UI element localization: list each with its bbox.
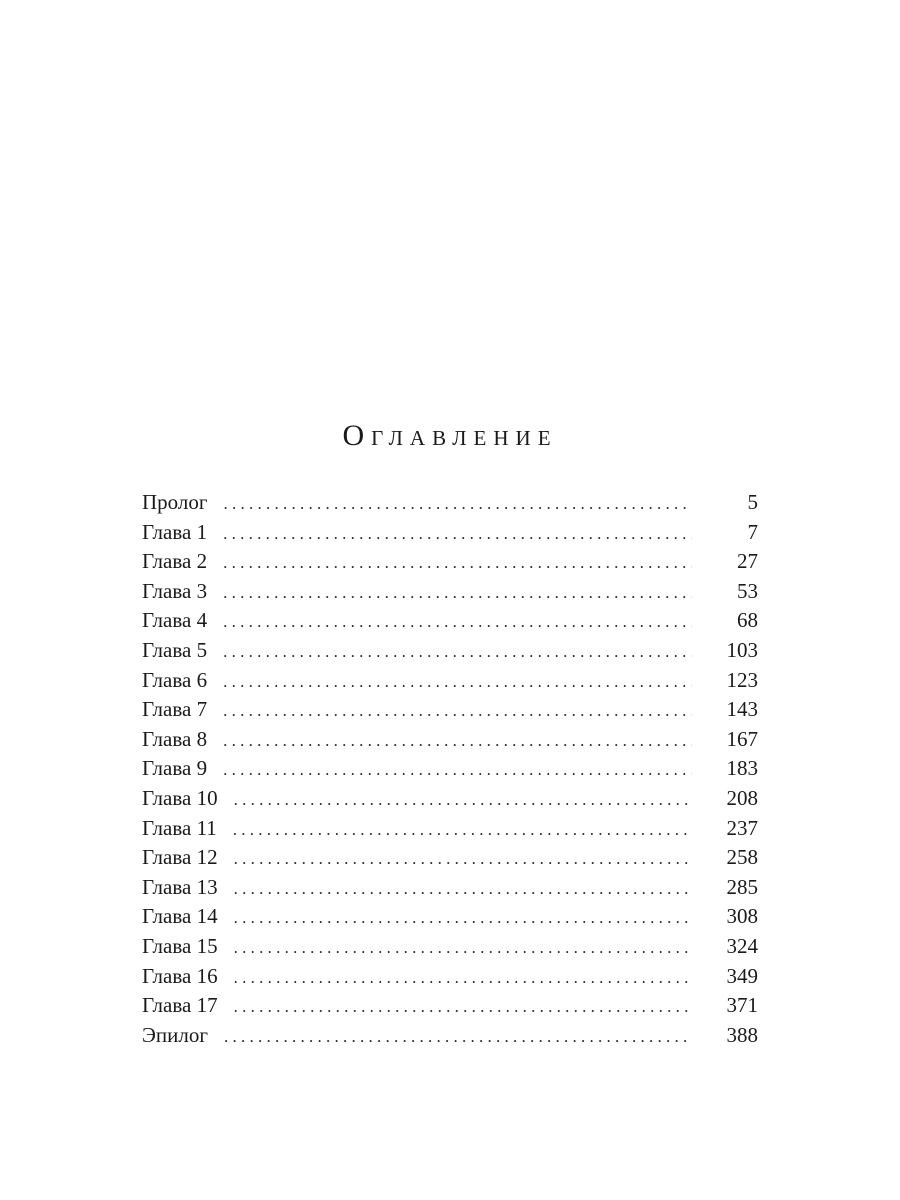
- dot-leader: [223, 755, 692, 785]
- toc-entry-page-number: 167: [726, 726, 758, 751]
- toc-entry-page-number: 324: [726, 933, 758, 958]
- toc-entry-label: Глава 9: [142, 756, 208, 781]
- toc-heading: Оглавление: [342, 419, 558, 452]
- toc-entry: [142, 873, 758, 903]
- toc-entry-label: Глава 5: [142, 637, 208, 662]
- dot-leader: [223, 607, 692, 637]
- dot-leader: [223, 489, 692, 519]
- dot-leader: [233, 815, 692, 845]
- toc-entry-page-number: 349: [726, 963, 758, 988]
- toc-entry-label: Пролог: [142, 490, 208, 514]
- toc-entry: [142, 518, 758, 548]
- toc-entry: [142, 962, 758, 992]
- toc-entry-page-number: 68: [737, 608, 758, 633]
- toc-entry-label: Глава 16: [142, 963, 218, 988]
- toc-entry-label: Глава 4: [142, 608, 208, 633]
- toc-entry-page-number: 53: [737, 578, 758, 603]
- toc-entry: [142, 695, 758, 725]
- toc-entry-label: Глава 10: [142, 785, 218, 810]
- toc-entry-page-number: 371: [726, 993, 758, 1018]
- toc-entry: [142, 606, 758, 636]
- toc-entry-page-number: 7: [747, 519, 758, 544]
- toc-entry: [142, 577, 758, 607]
- toc-entry: [142, 666, 758, 696]
- toc-entry: [142, 902, 758, 932]
- dot-leader: [223, 726, 692, 756]
- toc-entry: [142, 991, 758, 1021]
- toc-entry-label: Глава 14: [142, 904, 218, 929]
- dot-leader: [223, 667, 692, 697]
- dot-leader: [223, 519, 692, 549]
- toc-entry-label: Глава 7: [142, 697, 208, 722]
- toc-entry-label: Глава 2: [142, 549, 208, 574]
- dot-leader: [234, 874, 692, 904]
- toc-entry: [142, 932, 758, 962]
- toc-entry: [142, 636, 758, 666]
- dot-leader: [223, 548, 692, 578]
- toc-entry-label: Глава 13: [142, 874, 218, 899]
- toc-entry-page-number: 308: [726, 904, 758, 929]
- toc-entry-label: Глава 15: [142, 933, 218, 958]
- toc-entry-page-number: 183: [726, 756, 758, 781]
- toc-entry: [142, 843, 758, 873]
- toc-list: [142, 488, 758, 1050]
- dot-leader: [224, 1022, 692, 1052]
- toc-entry-page-number: 258: [726, 845, 758, 870]
- toc-entry: [142, 488, 758, 518]
- toc-entry-page-number: 285: [726, 874, 758, 899]
- dot-leader: [234, 844, 692, 874]
- toc-entry: [142, 754, 758, 784]
- toc-entry: [142, 784, 758, 814]
- toc-entry-page-number: 5: [747, 490, 758, 514]
- toc-entry-page-number: 143: [726, 697, 758, 722]
- dot-leader: [223, 696, 692, 726]
- toc-entry-label: Глава 1: [142, 519, 208, 544]
- toc-entry-label: Глава 8: [142, 726, 208, 751]
- dot-leader: [223, 578, 692, 608]
- dot-leader: [234, 903, 692, 933]
- toc-entry-page-number: 123: [726, 667, 758, 692]
- dot-leader: [234, 963, 692, 993]
- toc-entry-label: Глава 6: [142, 667, 208, 692]
- toc-entry-page-number: 208: [726, 785, 758, 810]
- toc-entry-page-number: 103: [726, 637, 758, 662]
- toc-entry-page-number: 237: [726, 815, 758, 840]
- toc-entry: [142, 547, 758, 577]
- toc-entry-page-number: 388: [726, 1022, 758, 1047]
- dot-leader: [234, 933, 692, 963]
- toc-entry-label: Эпилог: [142, 1022, 208, 1047]
- toc-entry: [142, 725, 758, 755]
- toc-entry-label: Глава 17: [142, 993, 218, 1018]
- dot-leader: [234, 785, 692, 815]
- toc-entry-page-number: 27: [737, 549, 758, 574]
- dot-leader: [234, 992, 692, 1022]
- toc-entry-label: Глава 12: [142, 845, 218, 870]
- toc-entry: [142, 1021, 758, 1051]
- dot-leader: [223, 637, 692, 667]
- toc-entry-label: Глава 11: [142, 815, 217, 840]
- toc-entry-label: Глава 3: [142, 578, 208, 603]
- toc-entry: [142, 814, 758, 844]
